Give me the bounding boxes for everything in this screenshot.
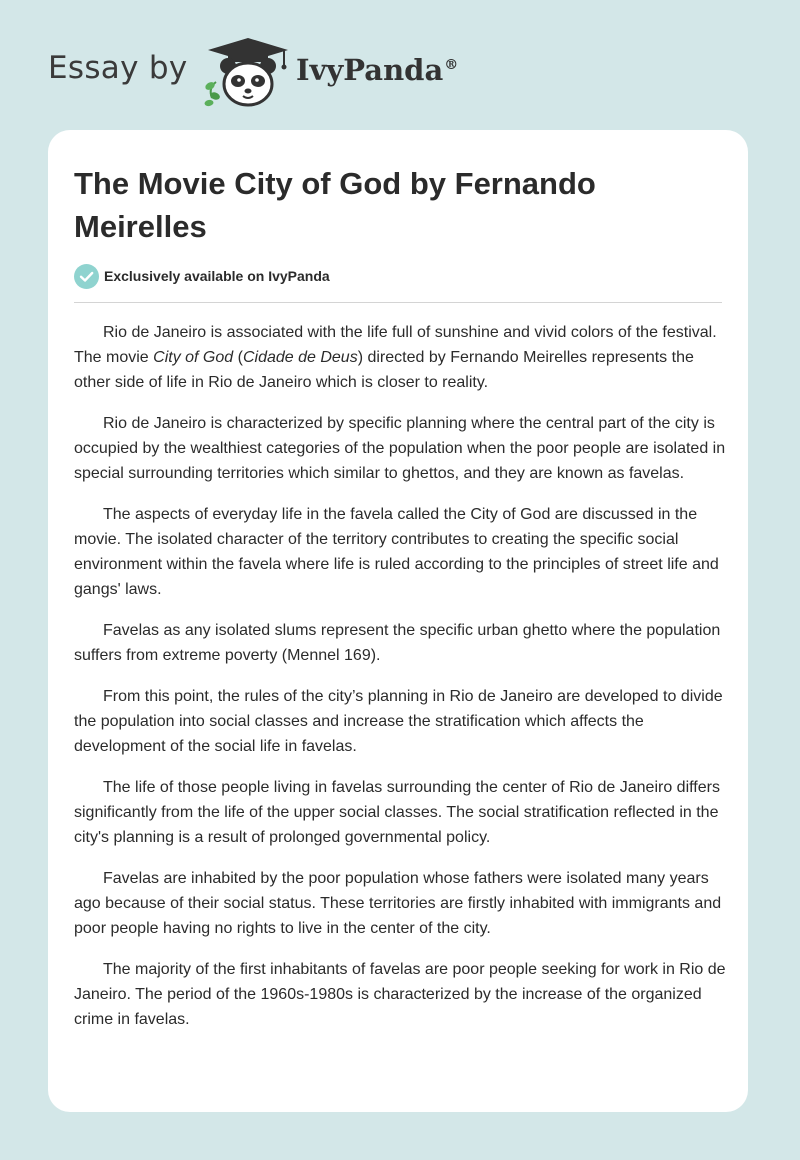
essay-card bbox=[48, 130, 748, 1112]
registered-mark: ® bbox=[444, 57, 459, 74]
italic-text: Cidade de Deus bbox=[242, 349, 358, 366]
check-circle-icon bbox=[74, 264, 99, 289]
paragraph-text: Favelas as any isolated slums represent the specific urban ghetto where the population suffers from extreme poverty (Mennel 169). bbox=[74, 622, 721, 664]
paragraph-text: ( bbox=[233, 349, 243, 366]
panda-graduate-icon bbox=[202, 36, 294, 110]
essay-body bbox=[74, 320, 726, 1048]
paragraph-text: From this point, the rules of the city’s planning in Rio de Janeiro are developed to divide the population into social classes and increase the stratification which affects the development of the social life in favelas. bbox=[74, 688, 723, 755]
essay-paragraph bbox=[74, 618, 726, 668]
paragraph-text: The majority of the first inhabitants of favelas are poor people seeking for work in Rio de Janeiro. The period of the 1960s-1980s is characterized by the increase of the organized crime in favelas. bbox=[74, 961, 726, 1028]
essay-by-label: Essay by bbox=[48, 50, 188, 86]
brand-name: IvyPanda bbox=[296, 53, 444, 87]
essay-title: The Movie City of God by Fernando Meirelles bbox=[74, 166, 596, 244]
paragraph-text: The life of those people living in favelas surrounding the center of Rio de Janeiro differs significantly from the life of the upper social classes. The social stratification reflected in the city's planning is a result of prolonged governmental policy. bbox=[74, 779, 720, 846]
italic-text: City of God bbox=[153, 349, 234, 366]
paragraph-text: The aspects of everyday life in the favela called the City of God are discussed in the movie. The isolated character of the territory contributes to creating the specific social environment within the favela where life is ruled according to the principles of street life and gangs' laws. bbox=[74, 506, 719, 598]
paragraph-text: Rio de Janeiro is characterized by specific planning where the central part of the city is occupied by the wealthiest categories of the population when the poor people are isolated in special surrounding territories which similar to ghettos, and they are known as favelas. bbox=[74, 415, 726, 482]
site-header bbox=[0, 0, 800, 120]
essay-paragraph bbox=[74, 684, 726, 759]
exclusive-label: Exclusively available on IvyPanda bbox=[104, 268, 330, 284]
paragraph-text: Rio de Janeiro is associated with the life full of sunshine and vivid colors of the festival. The movie bbox=[74, 324, 717, 366]
divider bbox=[74, 302, 722, 303]
essay-paragraph bbox=[74, 502, 726, 602]
essay-paragraph bbox=[74, 320, 726, 395]
brand-logo-text bbox=[296, 53, 458, 87]
essay-paragraph bbox=[74, 411, 726, 486]
paragraph-text: ) directed by Fernando Meirelles represents the other side of life in Rio de Janeiro which is closer to reality. bbox=[74, 349, 694, 391]
essay-paragraph bbox=[74, 775, 726, 850]
essay-paragraph bbox=[74, 866, 726, 941]
paragraph-text: Favelas are inhabited by the poor population whose fathers were isolated many years ago because of their social status. These territories are firstly inhabited with immigrants and poor people having no rights to live in the center of the city. bbox=[74, 870, 722, 937]
exclusive-badge bbox=[74, 263, 330, 289]
essay-paragraph bbox=[74, 957, 726, 1032]
